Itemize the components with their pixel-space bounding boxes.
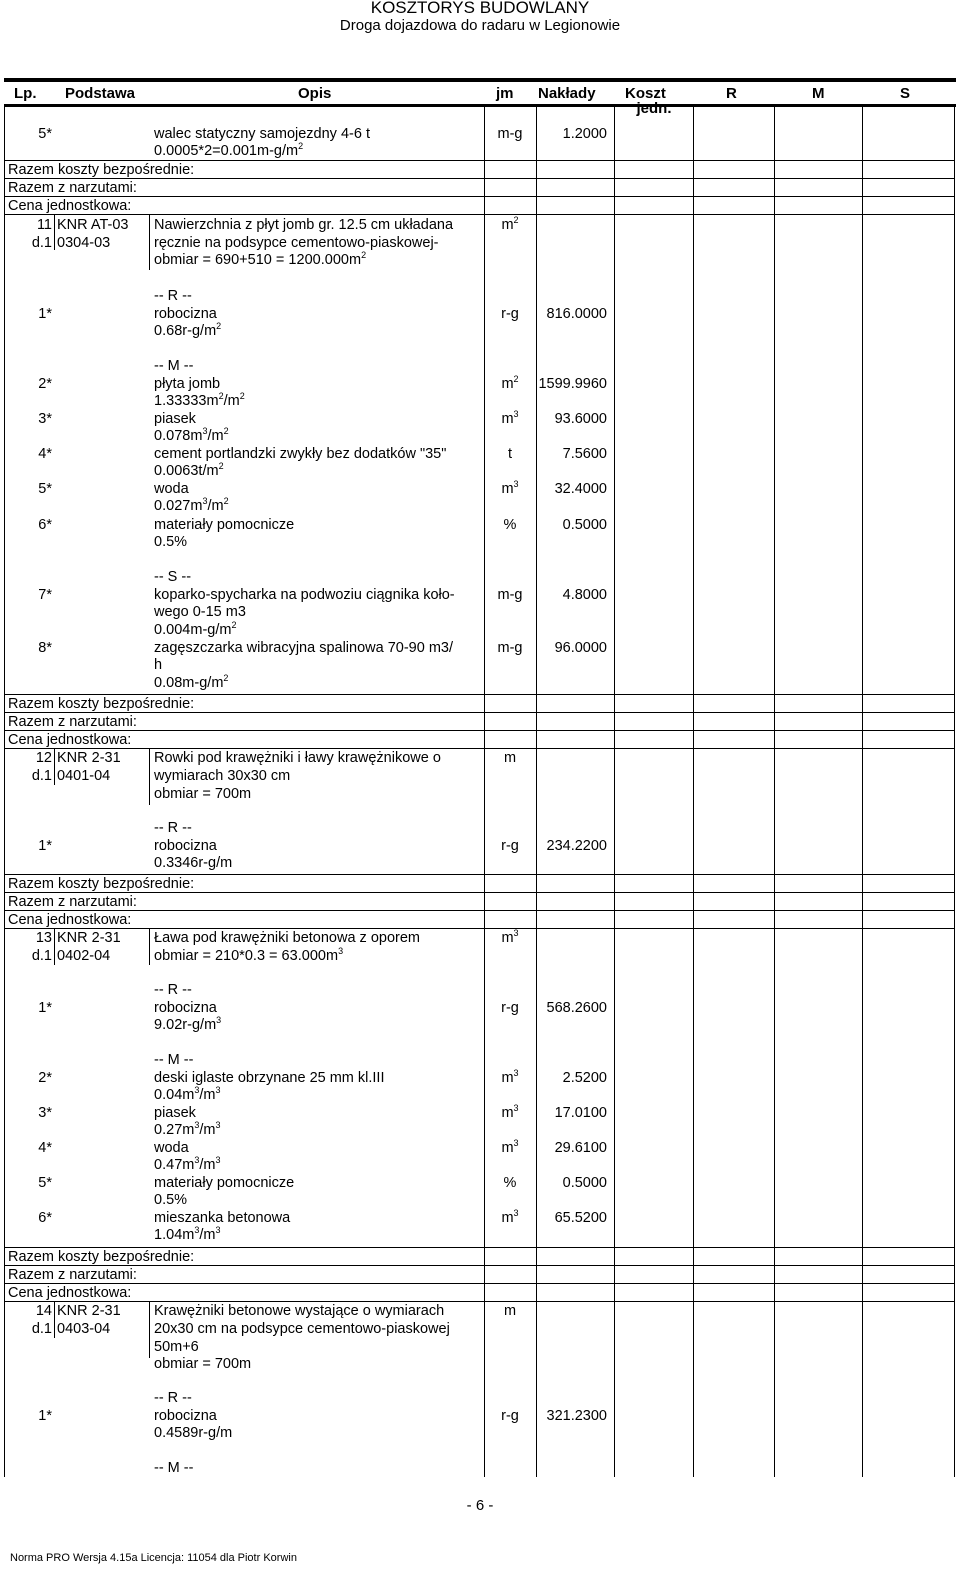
row-norm: $1.04m^3/m^3$ [154, 1225, 221, 1243]
grid-line [54, 214, 55, 250]
sum-with-overheads: Razem z narzutami: [8, 894, 137, 910]
row-lp: 3* [38, 1105, 52, 1121]
position-description: Nawierzchnia z płyt jomb gr. 12.5 cm układana [154, 217, 454, 233]
position-basis-code: 0403-04 [57, 1321, 111, 1337]
row-unit: % [503, 1175, 517, 1191]
row-description: zagęszczarka wibracyjna spalinowa 70-90 m3/ [154, 640, 454, 656]
position-section: d.1 [31, 768, 52, 784]
group-label-r: -- R -- [154, 1390, 192, 1406]
position-unit: m [503, 750, 517, 766]
row-norm: 0.3346r-g/m [154, 855, 233, 871]
row-norm: $0.47m^3/m^3$ [154, 1155, 221, 1173]
position-description: Krawężniki betonowe wystające o wymiarach [154, 1303, 445, 1319]
position-description: Ława pod krawężniki betonowa z oporem [154, 930, 420, 946]
row-lp: 8* [38, 640, 52, 656]
license-note: Norma PRO Wersja 4.15a Licencja: 11054 dla Piotr Korwin [10, 1552, 297, 1564]
row-unit: r-g [501, 1408, 519, 1424]
row-description: płyta jomb [154, 376, 221, 392]
col-m: M [812, 85, 825, 102]
row-description: woda [154, 1140, 189, 1156]
row-unit: r-g [501, 1000, 519, 1016]
position-basis: KNR 2-31 [57, 930, 121, 946]
col-r: R [726, 85, 737, 102]
row-description: piasek [154, 411, 196, 427]
position-number: 13 [35, 930, 52, 946]
position-section: d.1 [31, 235, 52, 251]
group-label-m: -- M -- [154, 358, 194, 374]
row-quantity: 4.8000 [562, 587, 607, 603]
position-number: 12 [35, 750, 52, 766]
col-s: S [900, 85, 911, 102]
document-subtitle: Droga dojazdowa do radaru w Legionowie [339, 17, 621, 34]
grid-line [54, 749, 55, 785]
col-naklady: Nakłady [538, 85, 596, 102]
grid-line [4, 928, 955, 929]
row-lp: 3* [38, 411, 52, 427]
position-section: d.1 [31, 1321, 52, 1337]
grid-line [4, 1301, 955, 1302]
row-quantity: 321.2300 [546, 1408, 607, 1424]
col-lp: Lp. [14, 85, 37, 102]
row-quantity: 816.0000 [546, 306, 607, 322]
row-unit: m-g [497, 126, 523, 142]
grid-line [4, 1283, 955, 1284]
row-description: wego 0-15 m3 [154, 604, 246, 620]
row-quantity: 65.5200 [554, 1210, 607, 1226]
row-description: robocizna [154, 1000, 217, 1016]
position-unit: $m^2$ [501, 215, 519, 233]
sum-direct-costs: Razem koszty bezpośrednie: [8, 1249, 195, 1265]
row-description: robocizna [154, 838, 217, 854]
row-quantity: 7.5600 [562, 446, 607, 462]
grid-line [149, 1302, 150, 1358]
row-lp: 2* [38, 376, 52, 392]
row-quantity: 0.5000 [562, 517, 607, 533]
row-quantity: 32.4000 [554, 481, 607, 497]
sum-with-overheads: Razem z narzutami: [8, 1267, 137, 1283]
row-lp: 5* [38, 1175, 52, 1191]
row-lp: 4* [38, 1140, 52, 1156]
row-unit: $m^3$ [501, 1208, 519, 1226]
row-norm: $0.004m-g/m^2$ [154, 620, 237, 638]
row-description: robocizna [154, 1408, 217, 1424]
unit-price: Cena jednostkowa: [8, 198, 132, 214]
position-description: wymiarach 30x30 cm [154, 768, 291, 784]
position-unit: $m^3$ [501, 928, 519, 946]
position-number: 14 [35, 1303, 52, 1319]
row-unit: r-g [501, 306, 519, 322]
unit-price: Cena jednostkowa: [8, 732, 132, 748]
group-label-r: -- R -- [154, 820, 192, 836]
row-norm: $1.33333m^2/m^2$ [154, 391, 245, 409]
row-norm: $0.04m^3/m^3$ [154, 1085, 221, 1103]
row-quantity: 29.6100 [554, 1140, 607, 1156]
row-quantity: 93.6000 [554, 411, 607, 427]
row-norm: $0.0005*2=0.001m-g/m^2$ [154, 141, 304, 159]
row-quantity: 2.5200 [562, 1070, 607, 1086]
row-lp: 6* [38, 1210, 52, 1226]
group-label-m: -- M -- [154, 1052, 194, 1068]
position-basis-code: 0304-03 [57, 235, 111, 251]
row-description: deski iglaste obrzynane 25 mm kl.III [154, 1070, 385, 1086]
row-quantity: 96.0000 [554, 640, 607, 656]
position-description: Rowki pod krawężniki i ławy krawężnikowe o [154, 750, 441, 766]
row-norm: $0.027m^3/m^2$ [154, 496, 229, 514]
grid-line [4, 910, 955, 911]
row-norm: 0.5% [154, 1192, 188, 1208]
position-basis: KNR 2-31 [57, 1303, 121, 1319]
position-number: 11 [36, 217, 52, 233]
row-lp: 2* [38, 1070, 52, 1086]
row-lp: 5* [38, 126, 52, 142]
row-norm: $0.27m^3/m^3$ [154, 1120, 221, 1138]
grid-line [54, 1302, 55, 1338]
row-unit: m-g [497, 640, 523, 656]
unit-price: Cena jednostkowa: [8, 1285, 132, 1301]
sum-with-overheads: Razem z narzutami: [8, 180, 137, 196]
grid-line [536, 107, 537, 1477]
row-unit: $m^3$ [501, 479, 519, 497]
row-description: materiały pomocnicze [154, 517, 295, 533]
sum-direct-costs: Razem koszty bezpośrednie: [8, 696, 195, 712]
group-label-m: -- M -- [154, 1460, 194, 1476]
row-norm: 0.4589r-g/m [154, 1425, 233, 1441]
row-lp: 5* [38, 481, 52, 497]
row-unit: r-g [501, 838, 519, 854]
row-quantity: 1.2000 [562, 126, 607, 142]
position-description: ręcznie na podsypce cementowo-piaskowej- [154, 235, 439, 251]
col-koszt: Koszt [625, 85, 666, 102]
row-lp: 1* [38, 1000, 52, 1016]
row-unit: m-g [497, 587, 523, 603]
grid-line [774, 107, 775, 1477]
row-quantity: 568.2600 [546, 1000, 607, 1016]
group-label-s: -- S -- [154, 569, 192, 585]
row-norm: $0.08m-g/m^2$ [154, 673, 229, 691]
unit-price: Cena jednostkowa: [8, 912, 132, 928]
header-bottom-rule [4, 104, 956, 107]
position-measurement: obmiar = $690+510 = 1200.000m^2$ [154, 250, 367, 268]
grid-line [54, 929, 55, 965]
position-description: 50m+6 [154, 1339, 199, 1355]
row-description: robocizna [154, 306, 217, 322]
row-unit: $m^3$ [501, 1068, 519, 1086]
group-label-r: -- R -- [154, 982, 192, 998]
row-norm: $0.078m^3/m^2$ [154, 426, 229, 444]
position-basis: KNR 2-31 [57, 750, 121, 766]
col-opis: Opis [298, 85, 332, 102]
row-lp: 7* [38, 587, 52, 603]
row-unit: $m^3$ [501, 409, 519, 427]
position-basis-code: 0402-04 [57, 948, 111, 964]
row-norm: $0.68r-g/m^2$ [154, 321, 222, 339]
col-jm: jm [496, 85, 514, 102]
grid-line [954, 107, 955, 1477]
col-koszt-sub: jedn. [636, 100, 672, 117]
row-unit: $m^3$ [501, 1138, 519, 1156]
row-description: mieszanka betonowa [154, 1210, 291, 1226]
position-measurement: obmiar = 700m [154, 786, 252, 802]
row-norm: 0.5% [154, 534, 188, 550]
row-lp: 6* [38, 517, 52, 533]
row-unit: t [507, 446, 513, 462]
position-basis: KNR AT-03 [57, 217, 129, 233]
group-label-r: -- R -- [154, 288, 192, 304]
grid-line [614, 107, 615, 1477]
row-quantity: 1599.9960 [538, 376, 607, 392]
row-unit: % [503, 517, 517, 533]
page-number: - 6 - [466, 1497, 494, 1514]
col-podstawa: Podstawa [65, 85, 136, 102]
row-quantity: 0.5000 [562, 1175, 607, 1191]
position-section: d.1 [31, 948, 52, 964]
position-basis-code: 0401-04 [57, 768, 111, 784]
position-description: 20x30 cm na podsypce cementowo-piaskowej [154, 1321, 450, 1337]
row-quantity: 17.0100 [554, 1105, 607, 1121]
row-quantity: 234.2200 [546, 838, 607, 854]
row-lp: 4* [38, 446, 52, 462]
document-title: KOSZTORYS BUDOWLANY [370, 0, 590, 17]
row-unit: $m^3$ [501, 1103, 519, 1121]
row-description: piasek [154, 1105, 196, 1121]
row-description: koparko-spycharka na podwoziu ciągnika koło- [154, 587, 455, 603]
row-description: walec statyczny samojezdny 4-6 t [154, 126, 370, 142]
row-description: materiały pomocnicze [154, 1175, 295, 1191]
position-unit: m [503, 1303, 517, 1319]
sum-direct-costs: Razem koszty bezpośrednie: [8, 876, 195, 892]
row-description: woda [154, 481, 189, 497]
row-norm: $9.02r-g/m^3$ [154, 1015, 222, 1033]
row-norm: $0.0063t/m^2$ [154, 461, 224, 479]
row-lp: 1* [38, 306, 52, 322]
grid-line [4, 214, 955, 215]
grid-line [149, 929, 150, 965]
position-measurement: obmiar = 700m [154, 1356, 252, 1372]
row-description: h [154, 657, 163, 673]
sum-direct-costs: Razem koszty bezpośrednie: [8, 162, 195, 178]
row-unit: $m^2$ [501, 374, 519, 392]
position-measurement: obmiar = $210*0.3 = 63.000m^3$ [154, 946, 344, 964]
grid-line [149, 749, 150, 805]
grid-line [4, 748, 955, 749]
grid-line [4, 730, 955, 731]
grid-line [862, 107, 863, 1477]
header-top-rule [4, 78, 956, 82]
grid-line [149, 214, 150, 270]
grid-line [693, 107, 694, 1477]
row-description: cement portlandzki zwykły bez dodatków "35" [154, 446, 447, 462]
row-lp: 1* [38, 838, 52, 854]
row-lp: 1* [38, 1408, 52, 1424]
grid-line [4, 196, 955, 197]
sum-with-overheads: Razem z narzutami: [8, 714, 137, 730]
